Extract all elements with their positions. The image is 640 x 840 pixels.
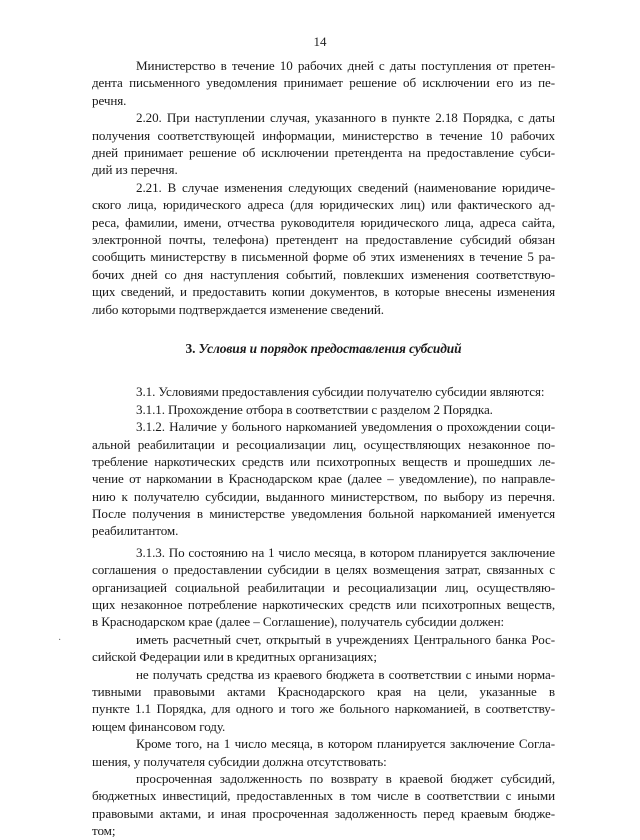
text-line: тивными правовыми актами Краснодарского края на цели, указанные в	[92, 684, 555, 700]
text-line: 3.1.3. По состоянию на 1 число месяца, в котором планируется заключение	[136, 544, 555, 560]
text-line: бюджетных инвестиций, предоставленных в том числе в соответствии с иными	[92, 788, 555, 804]
section-title: Условия и порядок предоставления субсидий	[198, 340, 462, 356]
text-line: реса, фамилии, имени, отчества руководителя юридического лица, адреса сайта,	[92, 214, 555, 230]
text-line: организацией социальной реабилитации и ресоциализации лиц, осуществляю-	[92, 579, 555, 595]
text-line: просроченная задолженность по возврату в краевой бюджет субсидий,	[136, 771, 555, 787]
text-line: дней принимает решение об исключении претендента на предоставление субси-	[92, 144, 555, 160]
document-body	[92, 57, 555, 840]
scan-speck: ·	[58, 635, 62, 646]
text-line: 2.20. При наступлении случая, указанного в пункте 2.18 Порядка, с даты	[136, 110, 555, 126]
paragraph-3-1-1	[92, 401, 555, 418]
text-line: 3.1.1. Прохождение отбора в соответствии с разделом 2 Порядка.	[136, 401, 493, 417]
text-line: чение от наркомании в Краснодарском крае (далее – уведомление), по направле-	[92, 471, 555, 487]
paragraph-3-1	[92, 383, 555, 400]
text-line: получения соответствующей информации, министерство в течение 10 рабочих	[92, 127, 555, 143]
text-line: речня.	[92, 92, 127, 108]
text-line: дий из перечня.	[92, 162, 178, 178]
text-line: дента письменного уведомления принимает решение об исключении его из пе-	[92, 75, 555, 91]
text-line: альной реабилитации и ресоциализации лиц, осуществляющих незаконное по-	[92, 436, 555, 452]
text-line: 3.1. Условиями предоставления субсидии получателю субсидии являются:	[136, 384, 545, 400]
paragraph-bank-account	[92, 631, 555, 666]
text-line: соглашения о предоставлении субсидии в целях возмещения затрат, связанных с	[92, 562, 555, 578]
text-line: не получать средства из краевого бюджета в соответствии с иными норма-	[136, 666, 555, 682]
text-line: в Краснодарском крае (далее – Соглашение), получатель субсидии должен:	[92, 614, 505, 630]
text-line: либо которыми подтверждается изменение сведений.	[92, 301, 384, 317]
paragraph-2-21	[92, 179, 555, 318]
text-line: Министерство в течение 10 рабочих дней с даты поступления от претен-	[136, 58, 555, 73]
text-line: шения, у получателя субсидии должна отсутствовать:	[92, 753, 387, 769]
text-line: бочих дней со дня наступления событий, повлекших изменения соответствую-	[92, 266, 555, 282]
section-heading	[92, 340, 555, 357]
text-line: пункте 1.1 Порядка, для одного и того же больного наркоманией, в соответству-	[92, 701, 555, 717]
text-line: правовыми актами, и иная просроченная задолженность перед краевым бюдже-	[92, 805, 555, 821]
paragraph-exclusion-notice	[92, 57, 555, 109]
text-line: электронной почты, телефона) претендент на предоставление субсидий обязан	[92, 231, 555, 247]
text-line: том;	[92, 823, 116, 839]
text-line: сийской Федерации или в кредитных организациях;	[92, 649, 377, 665]
text-line: требление наркотических средств или психотропных веществ и прошедших ле-	[92, 453, 555, 469]
paragraph-2-20	[92, 109, 555, 179]
text-line: ющем финансовом году.	[92, 718, 226, 734]
text-line: 3.1.2. Наличие у больного наркоманией уведомления о прохождении соци-	[136, 419, 555, 435]
page-number: 14	[313, 34, 327, 49]
text-line: Кроме того, на 1 число месяца, в котором планируется заключение Согла-	[136, 736, 555, 752]
paragraph-overdue-debt	[92, 770, 555, 840]
text-line: После получения в министерстве уведомления больной наркоманией именуется	[92, 506, 555, 522]
paragraph-3-1-2	[92, 418, 555, 540]
paragraph-3-1-3	[92, 544, 555, 631]
text-line: щих сведений, и предоставить копии документов, в которые внесены изменения	[92, 284, 555, 300]
section-number: 3.	[185, 340, 196, 356]
text-line: иметь расчетный счет, открытый в учреждениях Центрального банка Рос-	[136, 631, 555, 647]
text-line: реабилитантом.	[92, 523, 179, 539]
text-line: сообщить министерству в письменной форме об этих изменениях в течение 5 ра-	[92, 249, 555, 265]
text-line: ского лица, юридического адреса (для юридических лиц) или фактического ад-	[92, 197, 555, 213]
text-line: нию к получателю субсидии, выданного министерством, по выбору из перечня.	[92, 488, 555, 504]
paragraph-budget-funds	[92, 666, 555, 736]
paragraph-additionally	[92, 735, 555, 770]
text-line: щих незаконное потребление наркотических средств или психотропных веществ,	[92, 597, 555, 613]
text-line: 2.21. В случае изменения следующих сведений (наименование юридиче-	[136, 179, 555, 195]
